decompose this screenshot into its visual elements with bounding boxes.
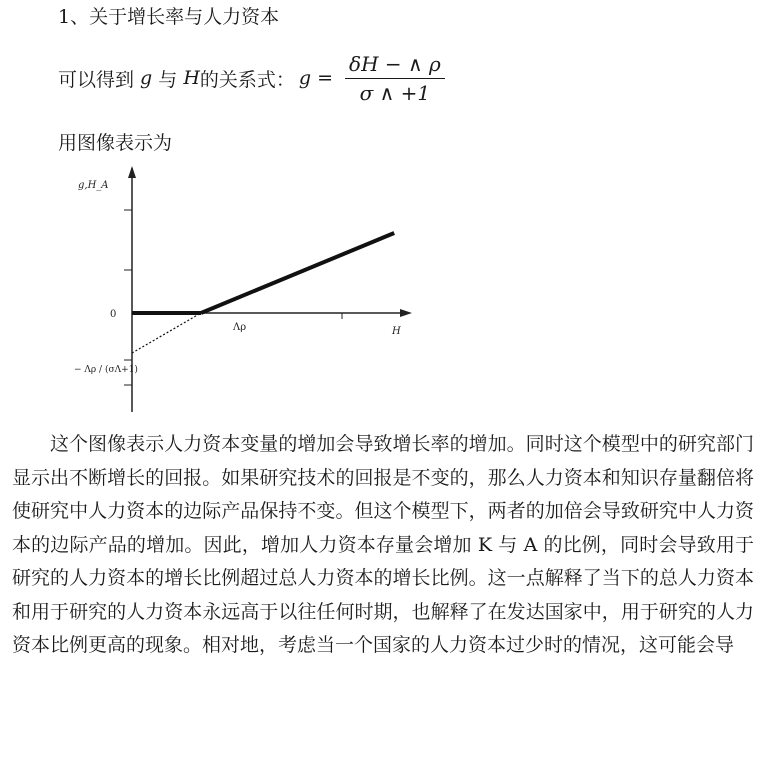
section-heading: 1、关于增长率与人力资本 xyxy=(58,6,280,28)
formula-suffix: 的关系式： xyxy=(199,68,295,91)
figure-intro: 用图像表示为 xyxy=(58,132,173,154)
y-intercept-label: − Λρ / (σΛ+1) xyxy=(74,365,138,375)
fraction-denominator: σ ∧ +1 xyxy=(359,80,431,105)
variable-h: H xyxy=(183,67,200,89)
series-rising xyxy=(201,233,394,313)
x-axis-label: H xyxy=(392,326,401,337)
variable-g: g xyxy=(140,67,153,89)
paragraph-text: 这个图像表示人力资本变量的增加会导致增长率的增加。同时这个模型中的研究部门显示出不断增长的回报。如果研究技术的回报是不变的，那么人力资本和知识存量翻倍将使研究中人力资本的边际产品保持不变。但这个模型下，两者的加倍会导致研究中人力资本的边际产品的增加。因此，增加人力资本存量会增加 K 与 A 的比例，同时会导致用于研究的人力资本的增长比例超过总人力资本的增长比例。这一点解释了当下的总人力资本和用于研究的人力资本永远高于以往任何时期，也解释了在发达国家中，用于研究的人力资本比例更高的现象。相对地，考虑当一个国家的人力资本过少时的情况，这可能会导 xyxy=(12,433,754,656)
series-extension xyxy=(132,313,201,353)
body-paragraph xyxy=(12,428,754,663)
chart-svg xyxy=(70,160,430,420)
y-zero-label: 0 xyxy=(110,309,117,320)
y-axis-label: g,H_A xyxy=(78,180,109,191)
equation xyxy=(299,52,445,105)
equation-lhs: g = xyxy=(298,67,334,89)
formula-connector: 与 xyxy=(152,68,184,91)
x-cross-label: Λρ xyxy=(233,322,247,333)
series-layer xyxy=(132,233,394,353)
formula-prefix: 可以得到 xyxy=(58,68,141,91)
growth-chart xyxy=(70,160,430,420)
y-axis-arrow xyxy=(128,166,136,178)
formula-line xyxy=(58,50,445,106)
fraction xyxy=(345,52,445,105)
fraction-numerator: δH − ∧ ρ xyxy=(349,51,441,76)
x-axis-arrow xyxy=(400,309,412,317)
